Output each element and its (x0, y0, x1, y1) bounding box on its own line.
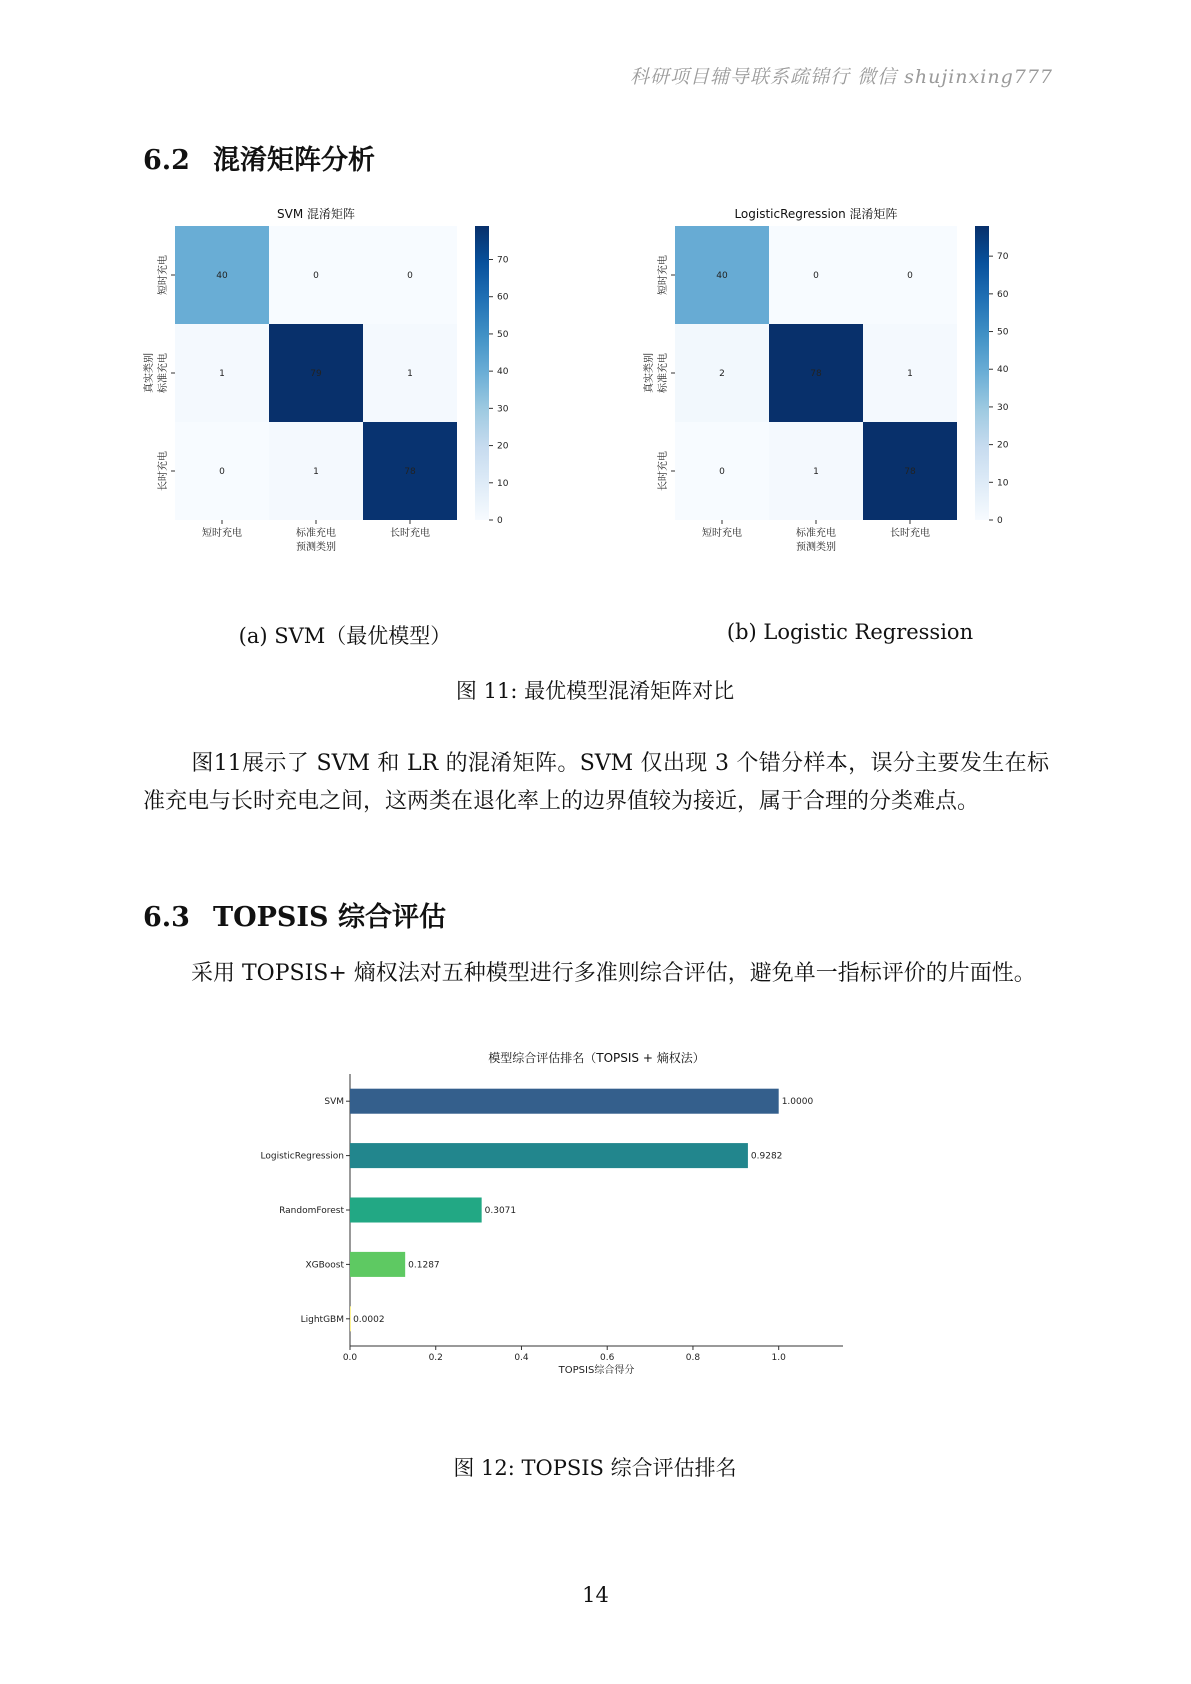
cell-value-label: 0 (407, 271, 413, 281)
bar-value-label: 0.9282 (750, 1151, 783, 1162)
cell-value-label: 1 (907, 369, 913, 379)
bar-value-label: 0.0002 (353, 1314, 385, 1325)
section-title: TOPSIS 综合评估 (213, 902, 446, 933)
cell-value-label: 78 (810, 369, 822, 379)
paragraph-topsis-intro (143, 955, 1049, 993)
lr-confusion-matrix (640, 207, 1060, 600)
y-tick-label: 标准充电 (158, 353, 169, 393)
x-axis-label: 预测类别 (296, 542, 336, 553)
y-tick-label: XGBoost (305, 1260, 344, 1271)
cell-value-label: 0 (907, 271, 913, 281)
cell-value-label: 1 (219, 369, 225, 379)
figure-12-caption: 图 12: TOPSIS 综合评估排名 (453, 1456, 737, 1480)
topsis-ranking-chart (260, 1050, 920, 1430)
x-axis-label: TOPSIS综合得分 (558, 1365, 635, 1376)
chart-title: 模型综合评估排名（TOPSIS + 熵权法） (488, 1051, 705, 1065)
section-number: 6.2 (143, 145, 190, 176)
colorbar-tick-label: 10 (497, 478, 509, 489)
subfigure-a-caption: (a) SVM（最优模型） (238, 624, 452, 648)
paragraph-confusion-analysis (143, 745, 1049, 821)
cell-value-label: 0 (719, 467, 725, 477)
subfigure-b-caption: (b) Logistic Regression (726, 620, 974, 644)
section-6-3-heading (143, 895, 446, 934)
y-tick-label: 长时充电 (658, 451, 669, 491)
colorbar-tick-label: 50 (497, 329, 509, 340)
svm-confusion-matrix (140, 207, 560, 600)
y-tick-label: 短时充电 (158, 255, 169, 295)
cell-value-label: 0 (219, 467, 225, 477)
x-tick-label: 长时充电 (890, 528, 930, 539)
x-tick-label: 0.8 (685, 1353, 701, 1363)
colorbar-tick-label: 60 (497, 292, 509, 303)
colorbar-tick-label: 10 (997, 478, 1009, 489)
colorbar-tick-label: 30 (997, 402, 1009, 413)
x-tick-label: 0.0 (342, 1353, 358, 1363)
x-tick-label: 长时充电 (390, 528, 430, 539)
page-number: 14 (582, 1583, 609, 1607)
bar-value-label: 1.0000 (781, 1097, 814, 1108)
cell-value-label: 2 (719, 369, 725, 379)
y-tick-label: 标准充电 (658, 353, 669, 393)
section-number: 6.3 (143, 902, 190, 933)
heatmap-title: SVM 混淆矩阵 (277, 207, 355, 221)
colorbar-tick-label: 20 (497, 441, 509, 452)
section-6-2-heading (143, 138, 375, 177)
bar (350, 1089, 779, 1114)
x-tick-label: 0.6 (600, 1353, 615, 1363)
colorbar-tick-label: 0 (497, 516, 503, 526)
y-tick-label: LogisticRegression (260, 1151, 344, 1162)
cell-value-label: 0 (813, 271, 819, 281)
cell-value-label: 1 (407, 369, 413, 379)
colorbar-tick-label: 60 (997, 289, 1009, 300)
colorbar-tick-label: 40 (997, 365, 1009, 376)
y-tick-label: LightGBM (300, 1314, 344, 1325)
x-tick-label: 短时充电 (202, 528, 242, 539)
figure-11-caption: 图 11: 最优模型混淆矩阵对比 (455, 679, 735, 703)
cell-value-label: 78 (904, 467, 916, 477)
x-tick-label: 标准充电 (796, 528, 836, 539)
bar (350, 1252, 405, 1277)
cell-value-label: 40 (216, 271, 228, 281)
colorbar-tick-label: 50 (997, 327, 1009, 338)
colorbar-tick-label: 70 (497, 255, 509, 266)
bar-value-label: 0.1287 (408, 1260, 440, 1271)
y-tick-label: SVM (324, 1097, 344, 1108)
bar-value-label: 0.3071 (484, 1206, 517, 1216)
y-tick-label: 长时充电 (158, 451, 169, 491)
cell-value-label: 40 (716, 271, 728, 281)
paragraph-text: 图11展示了 SVM 和 LR 的混淆矩阵。SVM 仅出现 3 个错分样本，误分主要发生在标准充电与长时充电之间，这两类在退化率上的边界值较为接近，属于合理的分类难点。 (143, 751, 1049, 814)
cell-value-label: 78 (404, 467, 416, 477)
y-tick-label: RandomForest (279, 1206, 344, 1216)
bar (350, 1143, 748, 1168)
cell-value-label: 1 (813, 467, 819, 477)
colorbar-tick-label: 20 (997, 440, 1009, 451)
cell-value-label: 79 (310, 369, 322, 379)
y-axis-label: 真实类别 (144, 353, 155, 393)
heatmap-title: LogisticRegression 混淆矩阵 (734, 207, 898, 221)
paragraph-text: 采用 TOPSIS+ 熵权法对五种模型进行多准则综合评估，避免单一指标评价的片面性。 (191, 961, 1036, 986)
colorbar-tick-label: 30 (497, 404, 509, 415)
x-tick-label: 标准充电 (296, 528, 336, 539)
x-tick-label: 0.2 (428, 1353, 443, 1363)
x-axis-label: 预测类别 (796, 542, 836, 553)
x-tick-label: 1.0 (771, 1353, 786, 1363)
cell-value-label: 0 (313, 271, 319, 281)
colorbar-tick-label: 40 (497, 367, 509, 378)
colorbar (975, 226, 989, 520)
section-title: 混淆矩阵分析 (213, 145, 375, 176)
bar (350, 1306, 351, 1331)
x-tick-label: 短时充电 (702, 528, 742, 539)
colorbar (475, 226, 489, 520)
colorbar-tick-label: 0 (997, 516, 1003, 526)
y-axis-label: 真实类别 (644, 353, 655, 393)
bar (350, 1197, 482, 1222)
y-tick-label: 短时充电 (658, 255, 669, 295)
cell-value-label: 1 (313, 467, 319, 477)
x-tick-label: 0.4 (514, 1353, 529, 1363)
header-watermark: 科研项目辅导联系疏锦行 微信 shujinxing777 (630, 66, 1053, 88)
colorbar-tick-label: 70 (997, 252, 1009, 263)
